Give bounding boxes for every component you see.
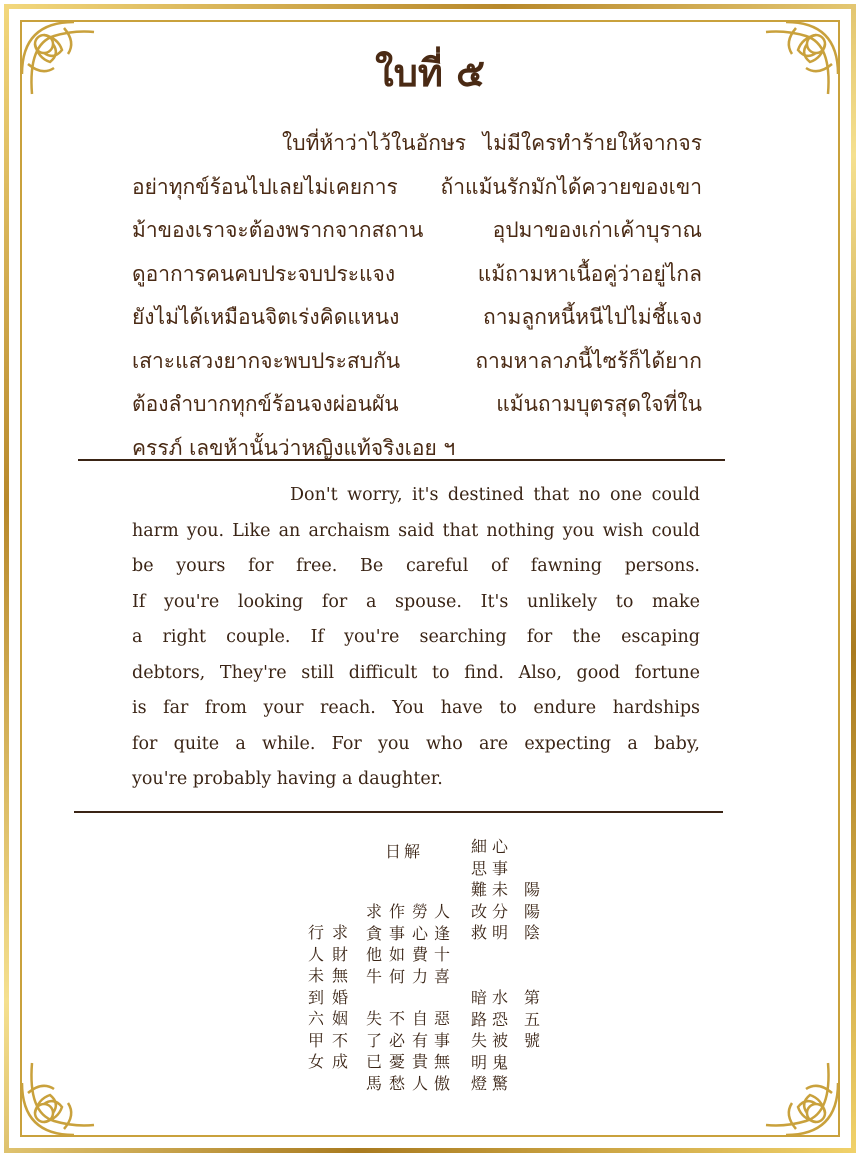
- thai-line: ครรภ์ เลขห้านั้นว่าหญิงแท้จริงเอย ฯ: [132, 435, 456, 460]
- chinese-character: 貴: [411, 1052, 428, 1071]
- chinese-column: [410, 1008, 430, 1094]
- chinese-character: 事: [491, 858, 508, 878]
- chinese-character: 憂: [388, 1052, 405, 1071]
- chinese-character: 到: [307, 987, 324, 1007]
- corner-ornament-icon: [14, 1043, 114, 1143]
- chinese-character: 如: [388, 945, 405, 964]
- chinese-column: [432, 901, 452, 987]
- divider: [74, 811, 723, 813]
- english-line: a right couple. If you're searching for the escaping: [132, 627, 700, 647]
- chinese-column: [469, 987, 489, 1095]
- chinese-character: 勞: [411, 902, 428, 921]
- chinese-character: 甲: [307, 1030, 324, 1050]
- chinese-character: 無: [331, 966, 348, 985]
- chinese-column: [364, 1008, 384, 1094]
- chinese-character: 恐: [491, 1009, 508, 1029]
- thai-line: ใบที่ห้าว่าไว้ในอักษร ไม่มีใครทำร้ายให้จากจร: [282, 131, 702, 155]
- english-line: harm you. Like an archaism said that nothing you wish could: [132, 520, 700, 541]
- chinese-character: 不: [331, 1030, 348, 1050]
- chinese-heading: 日解: [385, 842, 424, 861]
- chinese-character: 人: [411, 1073, 428, 1093]
- chinese-character: 不: [388, 1009, 405, 1028]
- thai-line: ดูอาการคนคบประจบประแจง แม้ถามหาเนื้อคู่ว่าอยู่ไกล: [132, 261, 702, 286]
- chinese-character: 人: [307, 944, 324, 964]
- chinese-character: 燈: [470, 1074, 487, 1093]
- thai-line: ต้องลำบากทุกข์ร้อนจงผ่อนผัน แม้นถามบุตรสุดใจที่ใน: [132, 392, 702, 416]
- chinese-character: 六: [307, 1009, 324, 1028]
- chinese-column: [387, 1008, 407, 1094]
- chinese-character: 貪: [365, 923, 382, 943]
- chinese-character: 鬼: [491, 1052, 508, 1072]
- chinese-character: 逢: [433, 923, 450, 943]
- chinese-character: 失: [365, 1009, 382, 1028]
- page-title: ใบที่ ๕: [375, 51, 485, 95]
- chinese-character: 五: [523, 1009, 540, 1029]
- chinese-character: 被: [491, 1031, 508, 1050]
- chinese-character: 難: [470, 880, 487, 899]
- chinese-character: 陽: [523, 880, 540, 899]
- chinese-character: 心: [411, 923, 428, 943]
- chinese-character: 作: [388, 902, 405, 921]
- chinese-character: 了: [365, 1030, 382, 1050]
- chinese-character: 愁: [388, 1073, 405, 1093]
- chinese-character: 喜: [433, 966, 450, 986]
- chinese-character: 事: [388, 923, 405, 943]
- chinese-character: 第: [523, 988, 540, 1007]
- chinese-character: 明: [491, 923, 508, 942]
- chinese-character: 陽: [523, 901, 540, 921]
- chinese-character: 號: [523, 1031, 540, 1050]
- chinese-character: 十: [433, 945, 450, 964]
- divider: [78, 459, 725, 461]
- chinese-character: 救: [470, 923, 487, 942]
- chinese-character: 思: [470, 858, 487, 878]
- chinese-column: [490, 836, 510, 944]
- chinese-column: [432, 1008, 452, 1094]
- chinese-character: 路: [470, 1009, 487, 1029]
- chinese-column: [469, 836, 489, 944]
- chinese-character: 費: [411, 945, 428, 964]
- chinese-column: [306, 922, 326, 1073]
- chinese-character: 力: [411, 966, 428, 986]
- thai-line: ม้าของเราจะต้องพรากจากสถาน อุปมาของเก่าเค้าบุราณ: [132, 218, 702, 242]
- english-line: debtors, They're still difficult to find. Also, good fortune: [132, 662, 700, 683]
- chinese-character: 自: [411, 1009, 428, 1028]
- english-line: Don't worry, it's destined that no one could: [290, 485, 700, 505]
- chinese-character: 失: [470, 1031, 487, 1050]
- chinese-character: 行: [307, 923, 324, 942]
- thai-verse: [132, 122, 702, 470]
- chinese-character: 成: [331, 1052, 348, 1071]
- thai-line: ยังไม่ได้เหมือนจิตเร่งคิดแหนง ถามลูกหนี้หนีไปไม่ชี้แจง: [132, 305, 702, 329]
- english-line: you're probably having a daughter.: [132, 769, 443, 789]
- chinese-character: 事: [433, 1030, 450, 1050]
- chinese-character: 陰: [523, 923, 540, 942]
- chinese-character: 他: [365, 945, 382, 964]
- chinese-character: 未: [307, 966, 324, 985]
- chinese-character: 姻: [331, 1009, 348, 1028]
- chinese-character: 有: [411, 1030, 428, 1050]
- chinese-character: 未: [491, 880, 508, 899]
- chinese-character: 無: [433, 1052, 450, 1071]
- chinese-character: 求: [365, 902, 382, 921]
- chinese-character: 水: [491, 988, 508, 1007]
- chinese-column: [522, 987, 542, 1052]
- chinese-character: 何: [388, 966, 405, 986]
- chinese-character: 馬: [365, 1073, 382, 1093]
- chinese-character: 女: [307, 1052, 324, 1071]
- chinese-character: 求: [331, 923, 348, 942]
- chinese-column: [490, 987, 510, 1095]
- chinese-character: 心: [491, 837, 508, 856]
- chinese-character: 明: [470, 1052, 487, 1072]
- chinese-column: [364, 901, 384, 987]
- english-line: is far from your reach. You have to endure hardships: [132, 698, 700, 718]
- chinese-character: 財: [331, 944, 348, 964]
- chinese-character: 已: [365, 1052, 382, 1071]
- chinese-character: 婚: [331, 987, 348, 1007]
- chinese-character: 惡: [433, 1009, 450, 1028]
- english-line: for quite a while. For you who are expecting a baby,: [132, 733, 700, 754]
- chinese-character: 改: [470, 901, 487, 921]
- english-line: be yours for free. Be careful of fawning persons.: [132, 556, 700, 576]
- thai-line: เสาะแสวงยากจะพบประสบกัน ถามหาลาภนี้ไซร้ก็ได้ยาก: [132, 348, 702, 373]
- chinese-character: 人: [433, 902, 450, 921]
- chinese-column: [410, 901, 430, 987]
- english-line: If you're looking for a spouse. It's unlikely to make: [132, 591, 700, 612]
- chinese-character: 分: [491, 901, 508, 921]
- chinese-character: 必: [388, 1030, 405, 1050]
- thai-line: อย่าทุกข์ร้อนไปเลยไม่เคยการ ถ้าแม้นรักมักได้ควายของเขา: [132, 174, 702, 199]
- chinese-character: 細: [470, 837, 487, 856]
- chinese-column: [522, 879, 542, 944]
- chinese-character: 暗: [470, 988, 487, 1007]
- chinese-character: 驚: [491, 1074, 508, 1093]
- chinese-column: [330, 922, 350, 1073]
- chinese-character: 牛: [365, 966, 382, 986]
- chinese-character: 傲: [433, 1073, 450, 1093]
- corner-ornament-icon: [746, 1043, 846, 1143]
- english-translation: [132, 478, 700, 798]
- chinese-column: [387, 901, 407, 987]
